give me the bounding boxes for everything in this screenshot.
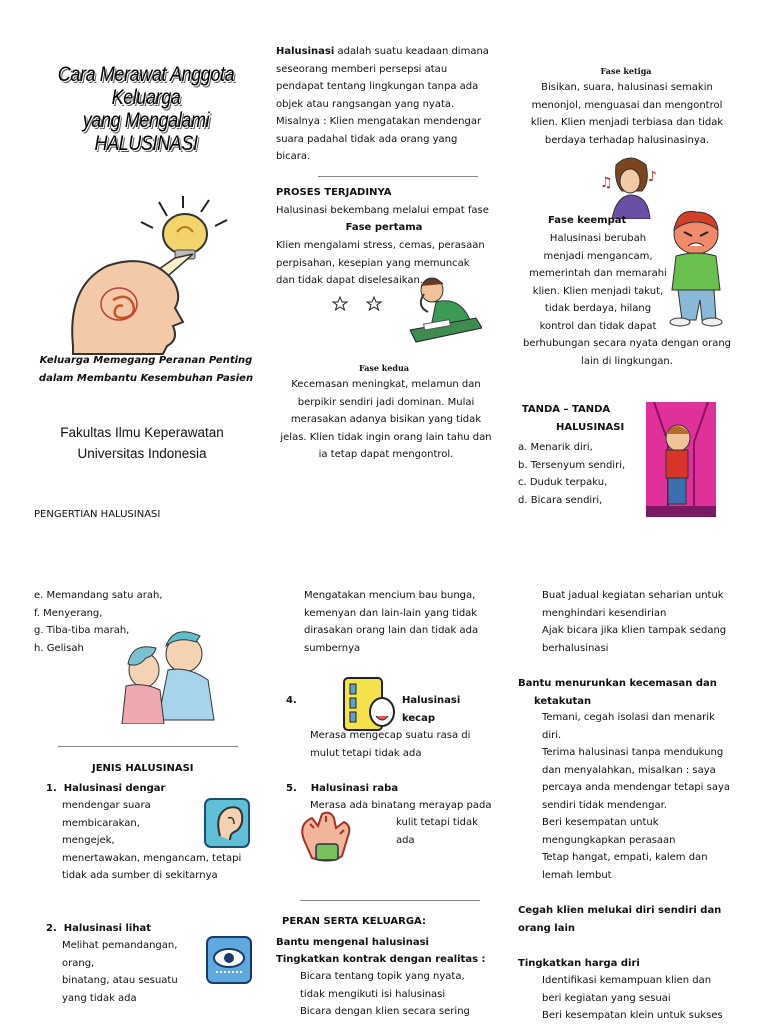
couple-arguing-illustration — [112, 624, 222, 724]
phase1-line: dan tidak dapat diselesaikan. — [276, 275, 423, 286]
divider — [318, 176, 478, 177]
divider — [300, 900, 480, 901]
phase2-title: Fase kedua — [358, 363, 410, 373]
harm-heading-line: orang lain — [518, 922, 576, 934]
tagline-line: dalam Membantu Kesembuhan Pasien — [38, 372, 254, 384]
phase2-line: ia tetap dapat mengontrol. — [318, 449, 454, 460]
type1-line: tidak ada sumber di sekitarnya — [62, 870, 218, 881]
phase1-line: perpisahan, kesepian yang memuncak — [276, 257, 470, 269]
self-esteem-line: beri kegiatan yang sesuai — [542, 992, 671, 1004]
eye-icon — [206, 936, 252, 984]
family-text — [300, 968, 510, 1021]
type1-title-text: Halusinasi dengar — [63, 783, 166, 794]
type4-number: 4. — [286, 695, 297, 706]
type4-title — [402, 692, 460, 727]
type1-number: 1. — [46, 783, 57, 794]
type2-line: binatang, atau sesuatu — [62, 975, 178, 986]
routine-line: menghindari kesendirian — [542, 607, 667, 619]
type1-line: mengejek, — [62, 835, 115, 846]
type1-line: membicarakan, — [62, 817, 140, 829]
definition-line: bicara. — [276, 151, 311, 162]
anxiety-heading-line: Bantu menurunkan kecemasan dan — [518, 678, 717, 689]
self-esteem-heading: Tingkatkan harga diri — [518, 958, 640, 969]
anxiety-line: sendiri tidak mendengar. — [542, 799, 667, 811]
definition-line: seseorang memberi persepsi atau — [276, 63, 448, 75]
tagline-line: Keluarga Memegang Peranan Penting — [39, 355, 253, 366]
phase4-text — [518, 230, 678, 335]
title-line: yang Mengalami — [82, 109, 210, 132]
phase2-line: Kecemasan meningkat, melamun dan — [291, 379, 481, 390]
type3-line: Mengatakan mencium bau bunga, — [304, 590, 476, 601]
head-lightbulb-illustration — [55, 196, 245, 356]
self-esteem-line: Beri kesempatan klein untuk sukses — [542, 1010, 723, 1021]
stars-decoration — [332, 296, 384, 312]
phase1-title: Fase pertama — [345, 222, 423, 233]
type1-line: mendengar suara — [62, 800, 151, 811]
type2-text — [62, 937, 212, 1007]
phase4-line: klien. Klien menjadi takut, — [532, 285, 664, 297]
anxiety-line: lemah lembut — [542, 869, 612, 881]
sign-item: h. Gelisah — [34, 642, 84, 654]
anxiety-line: percaya anda mendengar tetapi saya — [542, 782, 731, 793]
type2-number: 2. — [46, 923, 57, 934]
family-heading: PERAN SERTA KELUARGA: — [282, 916, 426, 927]
type3-line: sumbernya — [304, 642, 361, 654]
signs-list — [518, 439, 648, 509]
type1-title — [46, 780, 165, 798]
sign-item: c. Duduk terpaku, — [518, 477, 608, 488]
type3-line: dirasakan orang lain dan tidak ada — [304, 625, 479, 636]
family-sub2: Tingkatkan kontrak dengan realitas : — [276, 954, 486, 965]
type4-line: Merasa mengecap suatu rasa di — [310, 730, 471, 741]
cover-tagline — [22, 352, 270, 387]
phase4-text-cont — [514, 335, 740, 370]
definition-heading: PENGERTIAN HALUSINASI — [34, 509, 161, 520]
family-line: Bicara tentang topik yang nyata, — [300, 971, 465, 982]
sign-item: f. Menyerang, — [34, 607, 103, 619]
touch-icon — [296, 810, 356, 868]
harm-heading-line: Cegah klien melukai diri sendiri dan — [518, 905, 722, 916]
definition-text — [276, 43, 516, 166]
type2-line: orang, — [62, 957, 95, 969]
phase3-line: menonjol, menguasai dan mengontrol — [531, 99, 723, 111]
sign-item: e. Memandang satu arah, — [34, 590, 163, 601]
svg-text:♪: ♪ — [648, 169, 657, 185]
brochure-title — [39, 63, 252, 155]
routine-line: berhalusinasi — [542, 642, 609, 654]
phase4-line: menjadi mengancam, — [543, 250, 653, 262]
type2-title-text: Halusinasi lihat — [63, 923, 152, 934]
institution-line: Universitas Indonesia — [77, 446, 207, 461]
phase2-line: berpikir sendiri jadi dominan. Mulai — [297, 396, 475, 408]
routine-line: Ajak bicara jika klien tampak sedang — [542, 625, 727, 636]
type3-text — [304, 587, 504, 657]
definition-term: Halusinasi — [276, 46, 335, 57]
phase4-line: lain di lingkungan. — [581, 355, 673, 367]
anxiety-line: mengungkapkan perasaan — [542, 834, 676, 846]
type5-text-1: Merasa ada binatang merayap pada — [310, 800, 492, 811]
ear-icon — [204, 798, 250, 848]
anxiety-heading-line: ketakutan — [534, 695, 592, 707]
angry-boy-illustration — [664, 210, 728, 328]
anxiety-line: diri. — [542, 729, 562, 741]
phase3-title: Fase ketiga — [600, 66, 652, 76]
phase4-line: Halusinasi berubah — [549, 233, 647, 244]
phase4-line: memerintah dan memarahi — [529, 268, 667, 279]
phase2-text — [270, 376, 502, 464]
family-line: Bicara dengan klien secara sering — [300, 1006, 470, 1017]
title-line: HALUSINASI — [94, 132, 198, 155]
boy-in-corner-illustration — [646, 402, 716, 517]
signs-heading — [518, 401, 625, 436]
harm-prevention-heading — [518, 902, 758, 937]
types-heading: JENIS HALUSINASI — [92, 763, 194, 774]
phase3-text — [516, 79, 738, 149]
type5-number: 5. — [286, 783, 297, 794]
anxiety-line: Beri kesempatan untuk — [542, 817, 659, 828]
routine-text — [542, 587, 762, 657]
definition-line: adalah suatu keadaan dimana — [337, 46, 489, 57]
type2-line: yang tidak ada — [62, 992, 137, 1004]
family-line: tidak mengikuti isi halusinasi — [300, 988, 446, 1000]
anxiety-heading — [518, 675, 758, 710]
type5-title — [286, 780, 398, 798]
self-esteem-line: Identifikasi kemampuan klien dan — [542, 975, 712, 986]
anxiety-line: Terima halusinasi tanpa mendukung — [542, 747, 724, 758]
self-esteem-text — [542, 972, 764, 1025]
anxiety-line: dan menyalahkan, misalkan : saya — [542, 764, 716, 776]
anxiety-text — [542, 709, 764, 884]
sign-item: b. Tersenyum sendiri, — [518, 459, 626, 471]
signs-heading-line: HALUSINASI — [556, 421, 625, 433]
institution-name — [22, 422, 262, 464]
type4-title-line: Halusinasi — [402, 695, 461, 706]
phase4-line: tidak berdaya, hilang — [544, 303, 652, 314]
sign-item: d. Bicara sendiri, — [518, 494, 603, 506]
type4-line: mulut tetapi tidak ada — [310, 747, 422, 759]
phase3-line: Bisikan, suara, halusinasi semakin — [541, 82, 713, 93]
phase1-line: Klien mengalami stress, cemas, perasaan — [276, 240, 485, 251]
title-line: Cara Merawat Anggota Keluarga — [57, 63, 235, 109]
type2-title — [46, 920, 151, 938]
stressed-person-illustration — [406, 272, 482, 348]
definition-line: suara padahal tidak ada orang yang — [276, 133, 458, 145]
process-heading: PROSES TERJADINYA — [276, 187, 392, 198]
anxiety-line: Temani, cegah isolasi dan menarik — [542, 712, 715, 723]
taste-icon — [342, 676, 398, 732]
anxiety-line: Tetap hangat, empati, kalem dan — [542, 852, 708, 863]
signs-heading-line: TANDA – TANDA — [521, 404, 611, 415]
process-intro: Halusinasi bekembang melalui empat fase — [276, 205, 489, 216]
sign-item: g. Tiba-tiba marah, — [34, 625, 130, 636]
definition-line: objek atau rangsangan yang nyata. — [276, 98, 455, 110]
type2-line: Melihat pemandangan, — [62, 940, 178, 951]
type5-text-2 — [396, 814, 478, 849]
phase2-line: merasakan adanya bisikan yang tidak — [290, 414, 482, 425]
sign-item: a. Menarik diri, — [518, 442, 593, 453]
phase3-line: berdaya terhadap halusinasinya. — [544, 134, 710, 146]
type1-line: menertawakan, mengancam, tetapi — [62, 852, 242, 864]
institution-line: Fakultas Ilmu Keperawatan — [60, 425, 224, 440]
type3-line: kemenyan dan lain-lain yang tidak — [304, 607, 478, 619]
type5-line: kulit tetapi tidak — [396, 817, 478, 828]
routine-line: Buat jadual kegiatan seharian untuk — [542, 590, 724, 601]
family-sub1: Bantu mengenal halusinasi — [276, 937, 429, 948]
phase2-line: jelas. Klien tidak ingin orang lain tahu dan — [280, 431, 492, 443]
divider — [58, 746, 238, 747]
type4-text — [310, 727, 510, 762]
definition-line: Misalnya : Klien mengatakan mendengar — [276, 116, 482, 127]
definition-line: pendapat tentang lingkungan tanpa ada — [276, 81, 479, 92]
phase4-line: berhubungan secara nyata dengan orang — [522, 338, 732, 349]
woman-hearing-voices-illustration — [598, 155, 664, 219]
phase3-line: klien. Klien menjadi terbiasa dan tidak — [530, 117, 724, 128]
type5-line: ada — [396, 834, 415, 846]
type5-title-text: Halusinasi raba — [310, 783, 399, 794]
phase4-title: Fase keempat — [548, 215, 627, 226]
phase4-line: kontrol dan tidak dapat — [539, 320, 657, 332]
type4-title-line: kecap — [402, 712, 435, 724]
svg-text:♫: ♫ — [600, 175, 613, 191]
